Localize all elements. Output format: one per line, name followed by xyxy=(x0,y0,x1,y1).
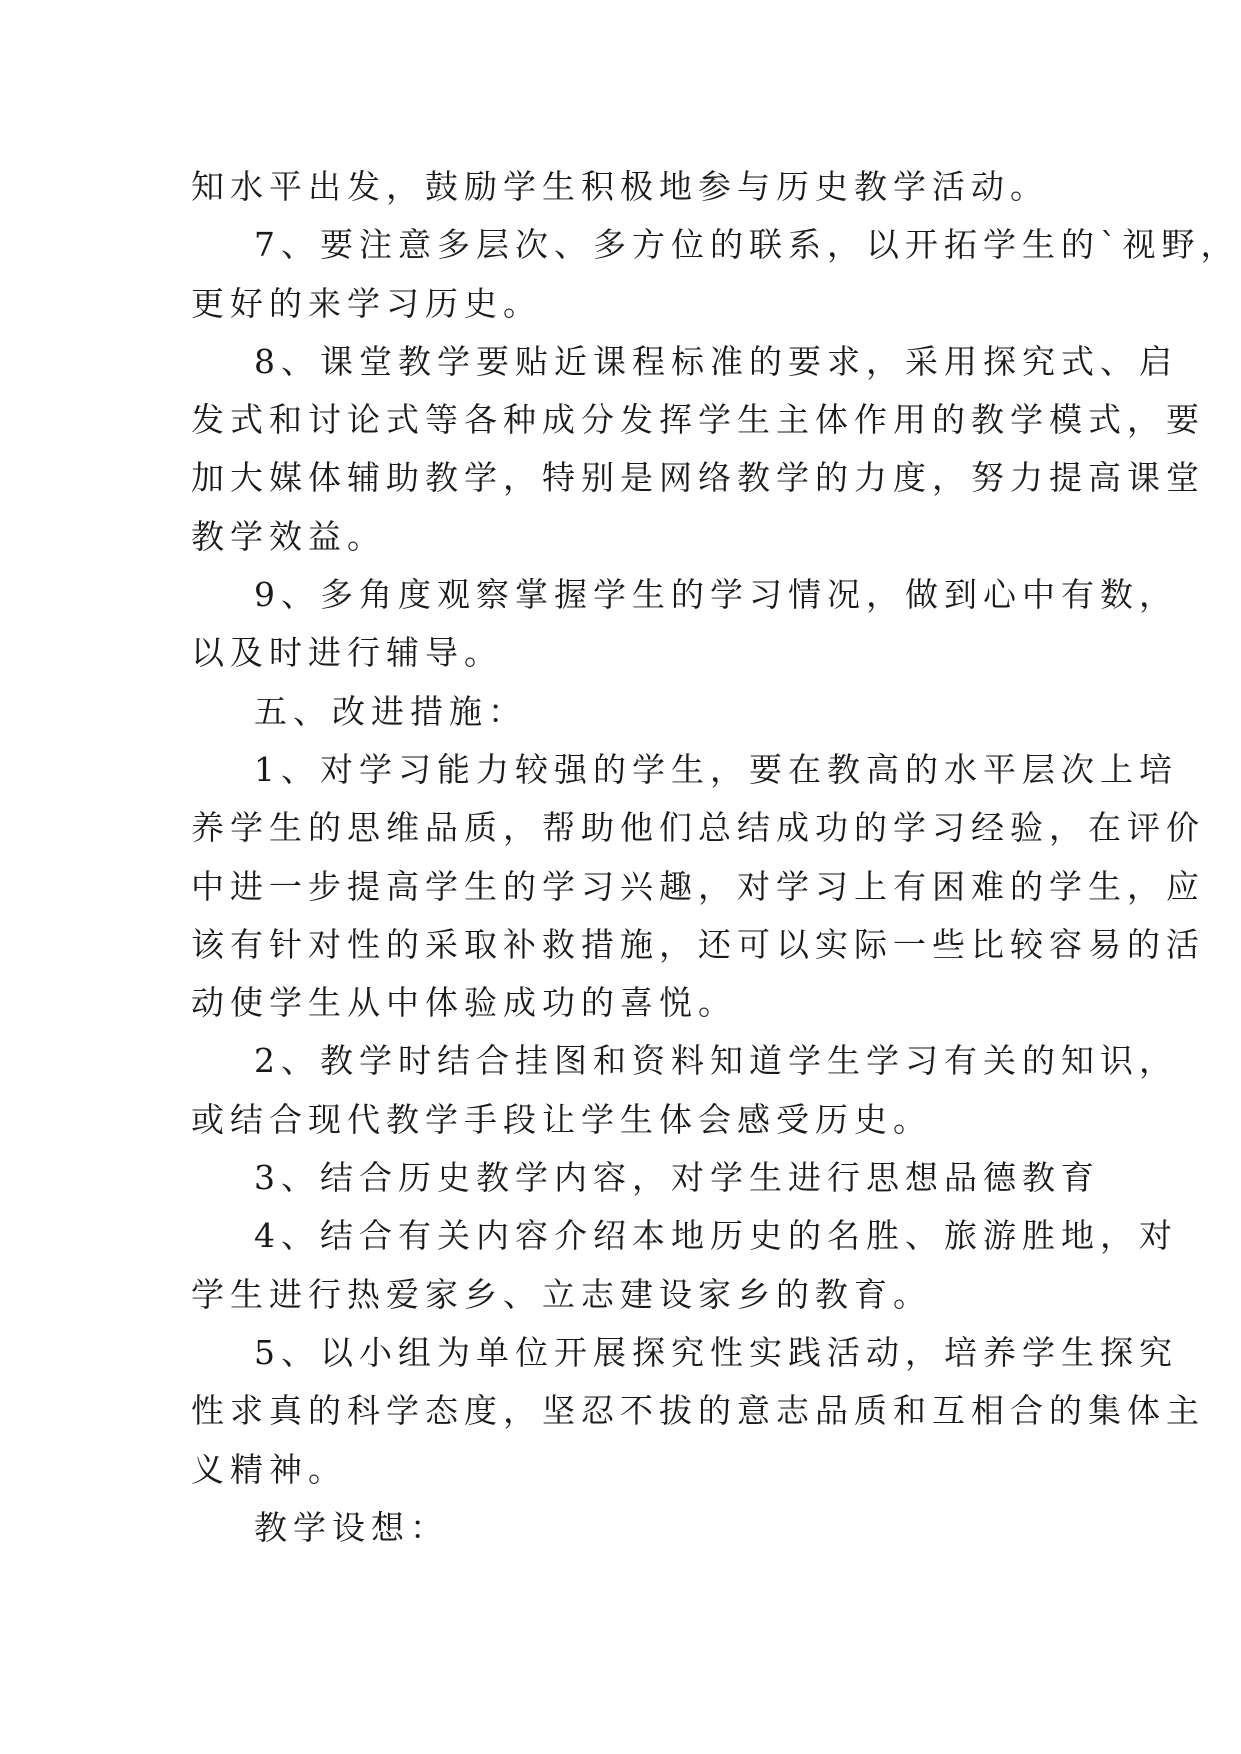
text-line: 动使学生从中体验成功的喜悦。 xyxy=(191,983,737,1023)
text-line: 该有针对性的采取补救措施，还可以实际一些比较容易的活 xyxy=(191,924,1205,964)
text-line: 中进一步提高学生的学习兴趣，对学习上有困难的学生，应 xyxy=(191,866,1205,906)
text-line: 9、多角度观察掌握学生的学习情况，做到心中有数， xyxy=(254,575,1178,615)
text-line: 5、以小组为单位开展探究性实践活动，培养学生探究 xyxy=(254,1332,1178,1372)
text-line: 学生进行热爱家乡、立志建设家乡的教育。 xyxy=(191,1274,932,1314)
document-body xyxy=(191,158,1240,1557)
text-line: 发式和讨论式等各种成分发挥学生主体作用的教学模式，要 xyxy=(191,400,1205,440)
text-line: 或结合现代教学手段让学生体会感受历史。 xyxy=(191,1099,932,1139)
text-line: 更好的来学习历史。 xyxy=(191,283,542,323)
text-line: 4、结合有关内容介绍本地历史的名胜、旅游胜地，对 xyxy=(254,1216,1178,1256)
text-line: 1、对学习能力较强的学生，要在教高的水平层次上培 xyxy=(254,749,1178,789)
text-line: 2、教学时结合挂图和资料知道学生学习有关的知识， xyxy=(254,1041,1178,1081)
text-line: 养学生的思维品质，帮助他们总结成功的学习经验，在评价 xyxy=(191,808,1205,848)
text-line: 五、改进措施： xyxy=(254,691,527,731)
text-line: 8、课堂教学要贴近课程标准的要求，采用探究式、启 xyxy=(254,341,1178,381)
text-line: 教学设想： xyxy=(254,1507,449,1547)
text-line: 性求真的科学态度，坚忍不拔的意志品质和互相合的集体主 xyxy=(191,1391,1205,1431)
text-line: 3、结合历史教学内容，对学生进行思想品德教育 xyxy=(254,1158,1100,1198)
text-line: 知水平出发，鼓励学生积极地参与历史教学活动。 xyxy=(191,167,1049,206)
text-line: 教学效益。 xyxy=(191,516,386,556)
text-line: 加大媒体辅助教学，特别是网络教学的力度，努力提高课堂 xyxy=(191,458,1205,498)
text-line: 7、要注意多层次、多方位的联系，以开拓学生的`视野， xyxy=(254,225,1240,265)
text-line: 以及时进行辅导。 xyxy=(191,633,503,673)
text-line: 义精神。 xyxy=(191,1449,347,1489)
